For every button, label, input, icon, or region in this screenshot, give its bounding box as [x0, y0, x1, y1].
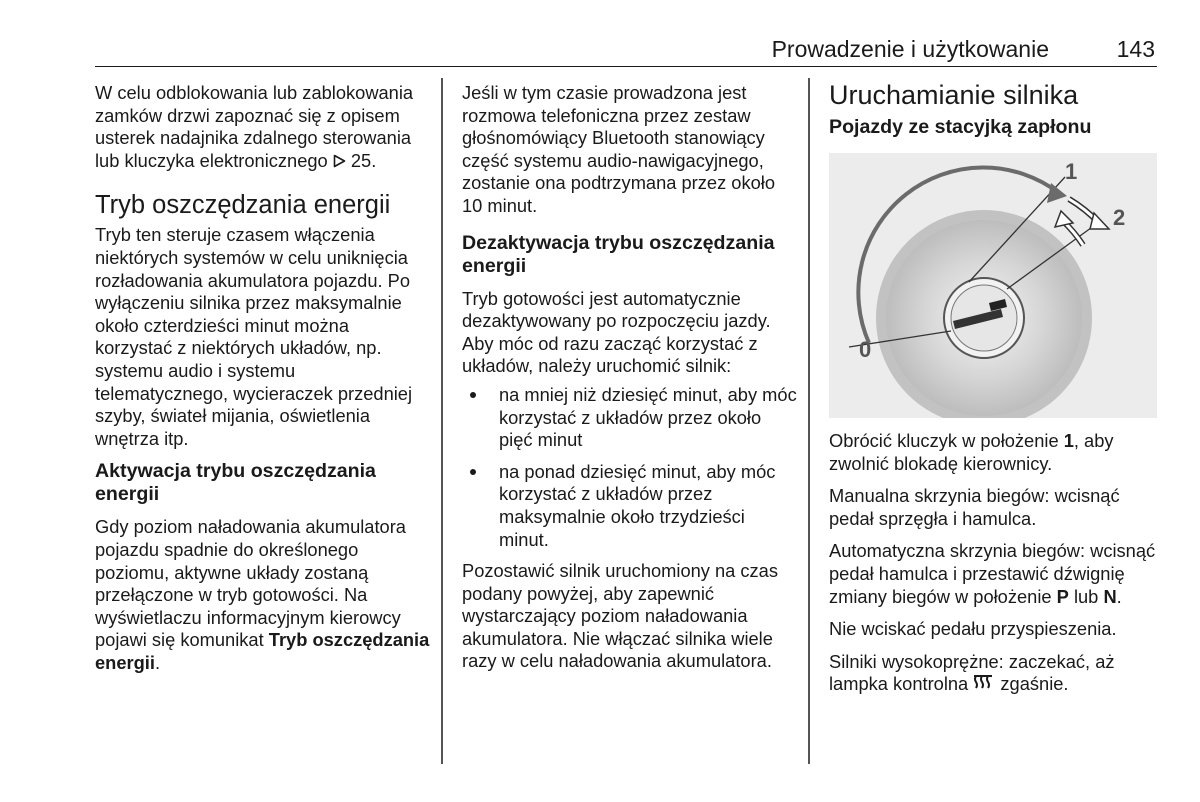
column-2: [462, 82, 797, 683]
paragraph: W celu odblokowania lub zablokowania zamków drzwi zapoznać się z opisem usterek nadajnika zdalnego sterowania lub kluczyka elektronicznego 25.: [95, 82, 414, 171]
message-text: Tryb oszczędzania energii: [95, 629, 430, 673]
page-number: 143: [1116, 36, 1155, 62]
heading-aktywacja: Aktywacja trybu oszczędzania energii: [95, 460, 376, 506]
ignition-switch-figure: [829, 153, 1157, 418]
paragraph: Nie wciskać pedału przyspieszenia.: [829, 618, 1117, 640]
bullet-icon: [470, 392, 476, 398]
glow-plug-icon: [973, 673, 1000, 694]
page-header: [95, 34, 1157, 67]
column-3: [829, 80, 1157, 706]
header-title: Prowadzenie i użytkowanie: [771, 36, 1049, 62]
column-divider: [808, 78, 810, 764]
list-item: na mniej niż dziesięć minut, aby móc korzystać z układów przez około pięć minut: [462, 384, 797, 452]
heading-tryb-oszczedzania: Tryb oszczędzania energii: [95, 191, 391, 220]
paragraph: Silniki wysokoprężne: zaczekać, aż lampka kontrolna zgaśnie.: [829, 650, 1115, 695]
bullet-list: [462, 384, 797, 551]
bullet-icon: [470, 469, 476, 475]
column-divider: [441, 78, 443, 764]
heading-stacyjka: Pojazdy ze stacyjką zapłonu: [829, 116, 1092, 138]
ignition-switch-illustration: [829, 153, 1157, 418]
list-item: na ponad dziesięć minut, aby móc korzystać z układów przez maksymalnie około trzydzieści minut.: [462, 461, 797, 551]
paragraph: Automatyczna skrzynia biegów: wcisnąć pedał hamulca i przestawić dźwignię zmiany biegów w położenie P lub N.: [829, 540, 1156, 607]
position-2-label: 2: [1113, 205, 1126, 230]
column-1: [95, 82, 430, 684]
reference-arrow-icon: [333, 150, 351, 171]
paragraph: Jeśli w tym czasie prowadzona jest rozmowa telefoniczna przez zestaw głośnomówiący Bluetooth stanowiący część systemu audio-nawigacyjnego, zostanie ona podtrzymana przez około 10 minut.: [462, 82, 775, 216]
position-1-label: 1: [1065, 159, 1078, 184]
heading-uruchamianie: Uruchamianie silnika: [829, 80, 1079, 110]
paragraph: Tryb gotowości jest automatycznie dezaktywowany po rozpoczęciu jazdy. Aby móc od razu zacząć korzystać z układów, należy uruchomić silnik:: [462, 287, 771, 377]
heading-dezaktywacja: Dezaktywacja trybu oszczędzania energii: [462, 231, 775, 277]
paragraph: Pozostawić silnik uruchomiony na czas podany powyżej, aby zapewnić wystarczający poziom naładowania akumulatora. Nie włączać silnika wiele razy w celu naładowania akumulatora.: [462, 560, 778, 672]
paragraph: Obrócić kluczyk w położenie 1, aby zwolnić blokadę kierownicy.: [829, 430, 1114, 474]
paragraph: Gdy poziom naładowania akumulatora pojazdu spadnie do określonego poziomu, aktywne układy zostaną przełączone w tryb gotowości. Na wyświetlaczu informacyjnym kierowcy pojawi się komunikat Tryb oszczędzania energii.: [95, 516, 430, 673]
reference-page: 25: [350, 149, 372, 171]
position-0-label: 0: [859, 337, 872, 362]
paragraph: Tryb ten steruje czasem włączenia niektórych systemów w celu uniknięcia rozładowania akumulatora pojazdu. Po wyłączeniu silnika przez maksymalnie około czterdzieści minut można korzystać z niektórych układów, np. systemu audio i systemu telematycznego, wycieraczek przedniej szyby, świateł mijania, oświetlenia wnętrza itp.: [95, 224, 413, 449]
paragraph: Manualna skrzynia biegów: wcisnąć pedał sprzęgła i hamulca.: [829, 485, 1120, 529]
